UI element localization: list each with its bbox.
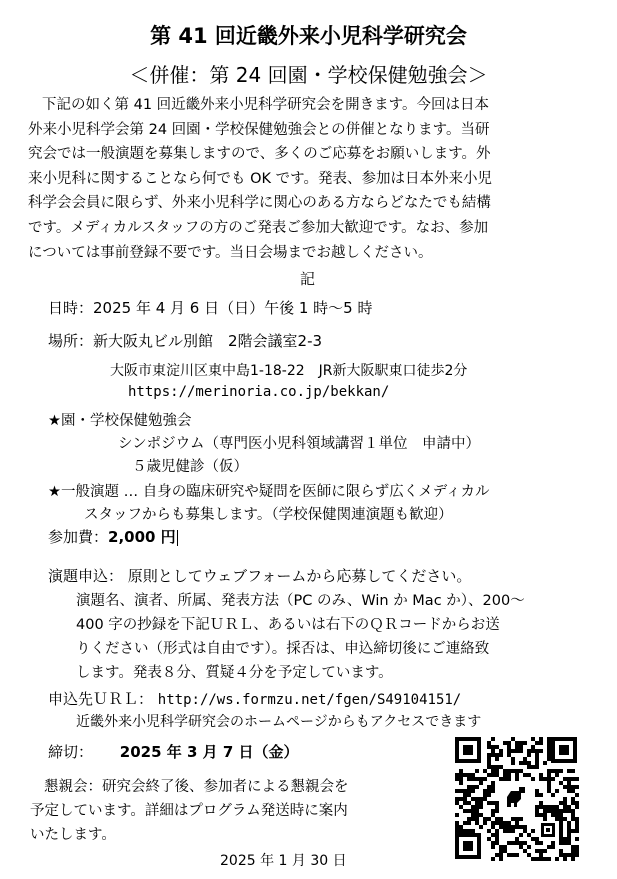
deadline-line: [48, 741, 299, 762]
intro-line: 究会では一般演題を募集しますので、多くのご応募をお願いします。外: [28, 146, 491, 163]
form-url-link[interactable]: http://ws.formzu.net/fgen/S49104151/: [157, 692, 462, 708]
intro-line: 外来小児科学会第 24 回園・学校保健勉強会との併催となります。当研: [28, 121, 490, 138]
page-title: 第 41 回近畿外来小児科学研究会: [150, 24, 467, 48]
issue-date: 2025 年 1 月 30 日: [220, 853, 347, 869]
address-line: 大阪市東淀川区東中島1-18-22 JR新大阪駅東口徒歩2分: [110, 363, 468, 379]
symposium-topic: ５歳児健診（仮）: [132, 459, 248, 475]
qr-code-graphic: [453, 735, 579, 861]
party-line: 懇親会：研究会終了後、参加者による懇親会を: [44, 779, 349, 795]
form-url-line: [48, 688, 461, 709]
place-line: 場所：新大阪丸ビル別館 2階会議室2-3: [48, 332, 323, 350]
application-detail-line: 演題名、演者、所属、発表方法（PC のみ、Win か Mac か）、200～: [76, 593, 525, 609]
party-block: [30, 775, 349, 847]
party-line: いたします。: [30, 827, 116, 843]
fee-value: 2,000 円: [108, 528, 176, 546]
party-line: 予定しています。詳細はプログラム発送時に案内: [30, 803, 348, 819]
date-line: 日時：2025 年 4 月 6 日（日）午後 1 時～5 時: [48, 299, 373, 317]
application-detail-line: 400 字の抄録を下記ＵＲＬ、あるいは右下のＱＲコードからお送: [76, 617, 500, 633]
page-subtitle: ＜併催：第 24 回園・学校保健勉強会＞: [129, 63, 488, 87]
intro-line: 科学会会員に限らず、外来小児科学に関心のある方ならどなたでも結構: [28, 195, 491, 212]
general-line-2: スタッフからも募集します。（学校保健関連演題も歓迎）: [84, 507, 453, 523]
ki-heading: 記: [300, 270, 316, 288]
qr-code-icon[interactable]: [453, 735, 579, 861]
form-url-label: 申込先ＵＲＬ：: [48, 690, 154, 708]
intro-line: については事前登録不要です。当日会場までお越しください。: [28, 244, 433, 261]
fee-label: 参加費：: [48, 528, 109, 546]
school-heading: ★園・学校保健勉強会: [48, 413, 192, 429]
intro-line: です。メディカルスタッフの方のご発表ご参加大歓迎です。なお、参加: [28, 219, 489, 236]
fee-line: [48, 526, 178, 547]
application-detail-line: りください（形式は自由です）。採否は、申込締切後にご連絡致: [76, 641, 490, 657]
intro-paragraph: [28, 93, 598, 265]
venue-url[interactable]: https://merinoria.co.jp/bekkan/: [128, 384, 390, 400]
intro-line: 下記の如く第 41 回近畿外来小児科学研究会を開きます。今回は日本: [42, 97, 490, 113]
deadline-value: 2025 年 3 月 7 日（金）: [119, 743, 299, 761]
application-detail-line: します。発表８分、質疑４分を予定しています。: [76, 665, 393, 681]
text-cursor: [177, 530, 178, 546]
deadline-label: 締切：: [48, 743, 94, 761]
general-line-1: ★一般演題 … 自身の臨床研究や疑問を医師に限らず広くメディカル: [48, 484, 490, 500]
symposium-line: シンポジウム（専門医小児科領域講習１単位 申請中）: [118, 436, 480, 452]
intro-line: 来小児科に関することなら何でも OK です。発表、参加は日本外来小児: [28, 170, 492, 187]
application-line-1: 演題申込： 原則としてウェブフォームから応募してください。: [48, 567, 472, 585]
application-detail: [76, 589, 525, 685]
homepage-note: 近畿外来小児科学研究会のホームページからもアクセスできます: [76, 714, 482, 730]
